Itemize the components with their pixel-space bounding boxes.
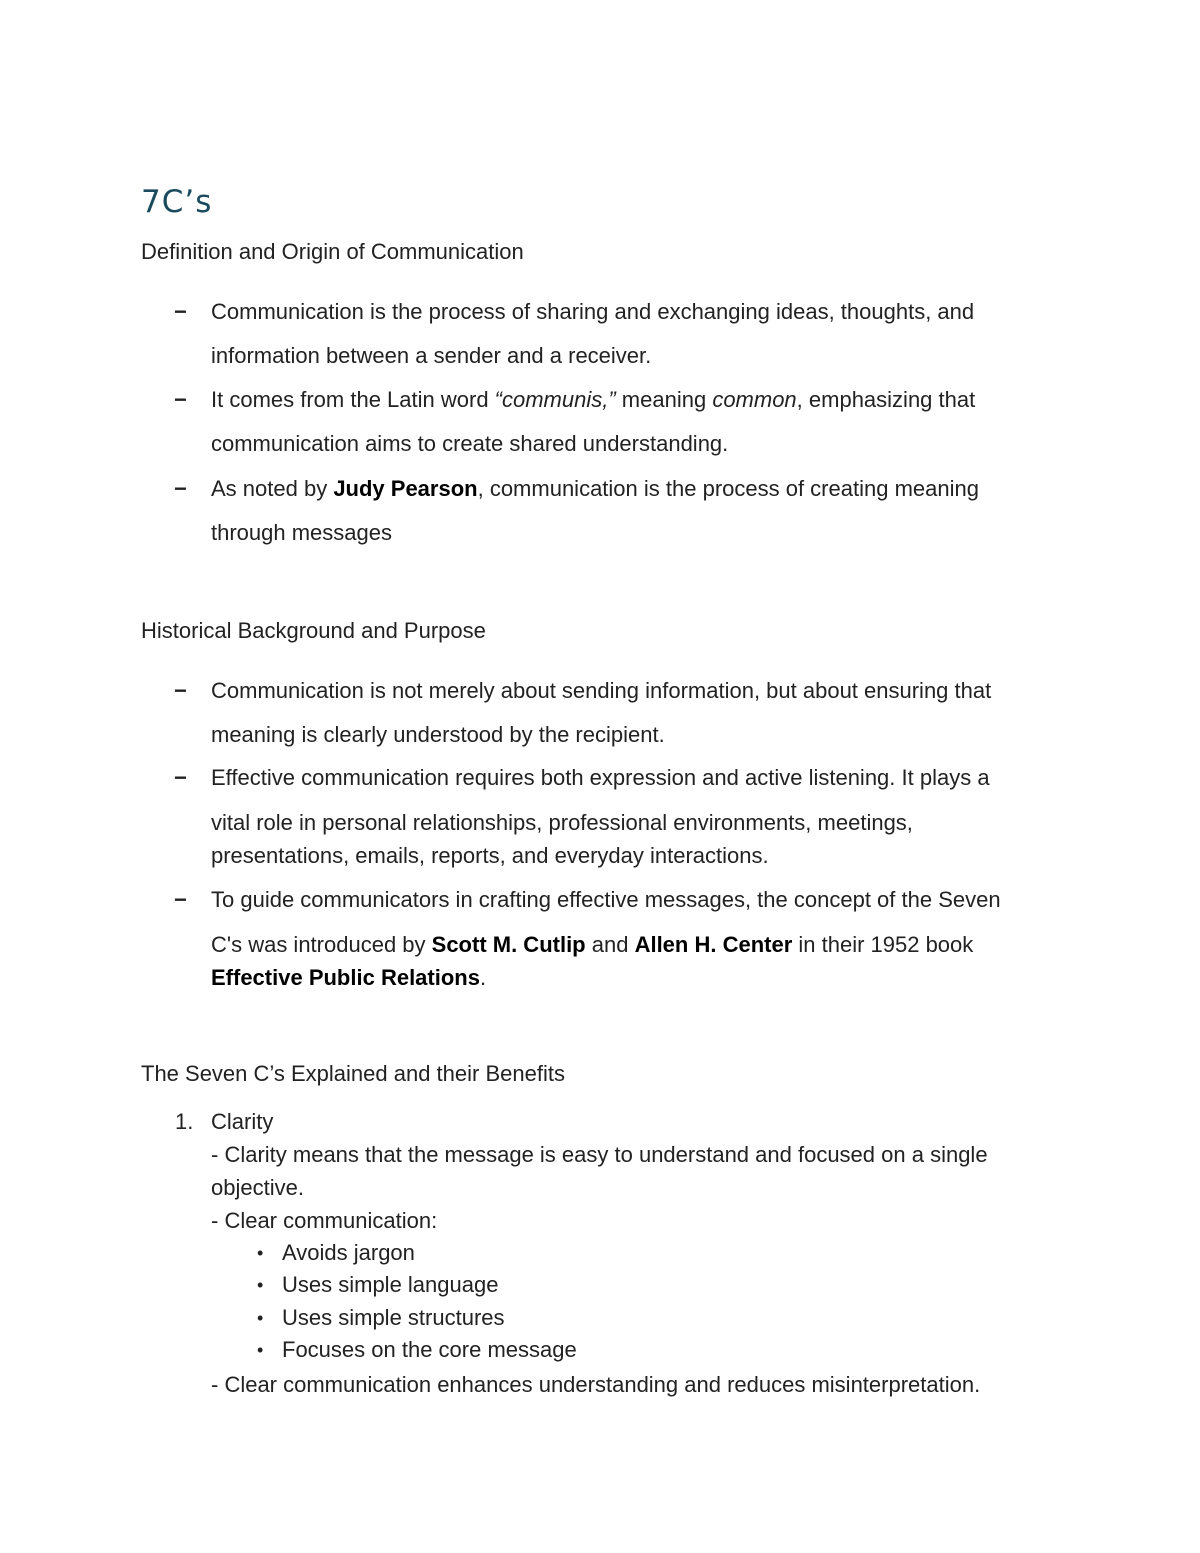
list-item-line: information between a sender and a receiver. (211, 343, 652, 368)
text-run: meaning (615, 387, 713, 412)
text-run: . (479, 965, 487, 990)
numbered-item-clarity (141, 1105, 273, 1138)
list-item-line (211, 378, 1081, 422)
list-item-line: meaning is clearly understood by the recipient. (211, 722, 665, 747)
text-run: It comes from the Latin word (211, 387, 495, 412)
bullet-item (211, 1302, 505, 1334)
author-name: Judy Pearson (333, 476, 478, 501)
clarity-intro-line: - Clear communication: (211, 1208, 438, 1233)
list-item (141, 378, 1081, 466)
list-item-line: Effective communication requires both expression and active listening. It plays a (211, 765, 990, 790)
bullet-dot: • (257, 1275, 264, 1295)
bullet-label: Focuses on the core message (282, 1337, 577, 1362)
list-item (141, 467, 1081, 555)
dash-bullet: − (174, 678, 187, 703)
text-run: C's was introduced by (211, 932, 432, 957)
list-item (141, 756, 1081, 872)
text-run: and (585, 932, 635, 957)
dash-bullet: − (174, 299, 187, 324)
list-item-line (211, 961, 1081, 994)
section-heading-definition: Definition and Origin of Communication (141, 239, 524, 264)
list-item-line: Communication is not merely about sending information, but about ensuring that (211, 678, 992, 703)
item-label: Clarity (211, 1109, 274, 1134)
item-number: 1. (175, 1109, 194, 1134)
text-run: As noted by (211, 476, 334, 501)
list-item-line: vital role in personal relationships, professional environments, meetings, (211, 810, 913, 835)
bullet-dot: • (257, 1308, 264, 1328)
book-title: Effective Public Relations (211, 965, 480, 990)
section-heading-history: Historical Background and Purpose (141, 618, 486, 643)
bullet-dot: • (257, 1340, 264, 1360)
clarity-definition-line: - Clarity means that the message is easy to understand and focused on a single (211, 1142, 988, 1167)
clarity-definition-line: objective. (211, 1175, 304, 1200)
bullet-label: Avoids jargon (282, 1240, 415, 1265)
bullet-item (211, 1334, 577, 1366)
text-run: in their 1952 book (792, 932, 974, 957)
text-run: , communication is the process of creating meaning (477, 476, 979, 501)
section-heading-seven-cs: The Seven C’s Explained and their Benefits (141, 1061, 565, 1086)
list-item-line: Communication is the process of sharing and exchanging ideas, thoughts, and (211, 299, 975, 324)
clarity-closing-line: - Clear communication enhances understanding and reduces misinterpretation. (211, 1372, 981, 1397)
list-item (141, 669, 1081, 757)
bullet-item (211, 1237, 415, 1269)
bullet-label: Uses simple structures (282, 1305, 505, 1330)
bullet-item (211, 1269, 498, 1301)
list-item-line: presentations, emails, reports, and everyday interactions. (211, 843, 769, 868)
document-title: 7C’s (141, 184, 213, 220)
author-name: Scott M. Cutlip (431, 932, 586, 957)
author-name: Allen H. Center (634, 932, 793, 957)
dash-bullet: − (174, 887, 187, 912)
list-item-line: through messages (211, 520, 392, 545)
text-run: , emphasizing that (796, 387, 976, 412)
list-item (141, 878, 1081, 994)
list-item-line: To guide communicators in crafting effective messages, the concept of the Seven (211, 887, 1001, 912)
dash-bullet: − (174, 476, 187, 501)
emphasis-common: common (712, 387, 797, 412)
list-item-line (211, 467, 1081, 511)
dash-bullet: − (174, 765, 187, 790)
list-item-line (211, 922, 1081, 961)
list-item (141, 290, 1081, 378)
list-item-line: communication aims to create shared understanding. (211, 431, 729, 456)
bullet-dot: • (257, 1243, 264, 1263)
bullet-label: Uses simple language (282, 1272, 499, 1297)
dash-bullet: − (174, 387, 187, 412)
latin-word: “communis,” (494, 387, 616, 412)
